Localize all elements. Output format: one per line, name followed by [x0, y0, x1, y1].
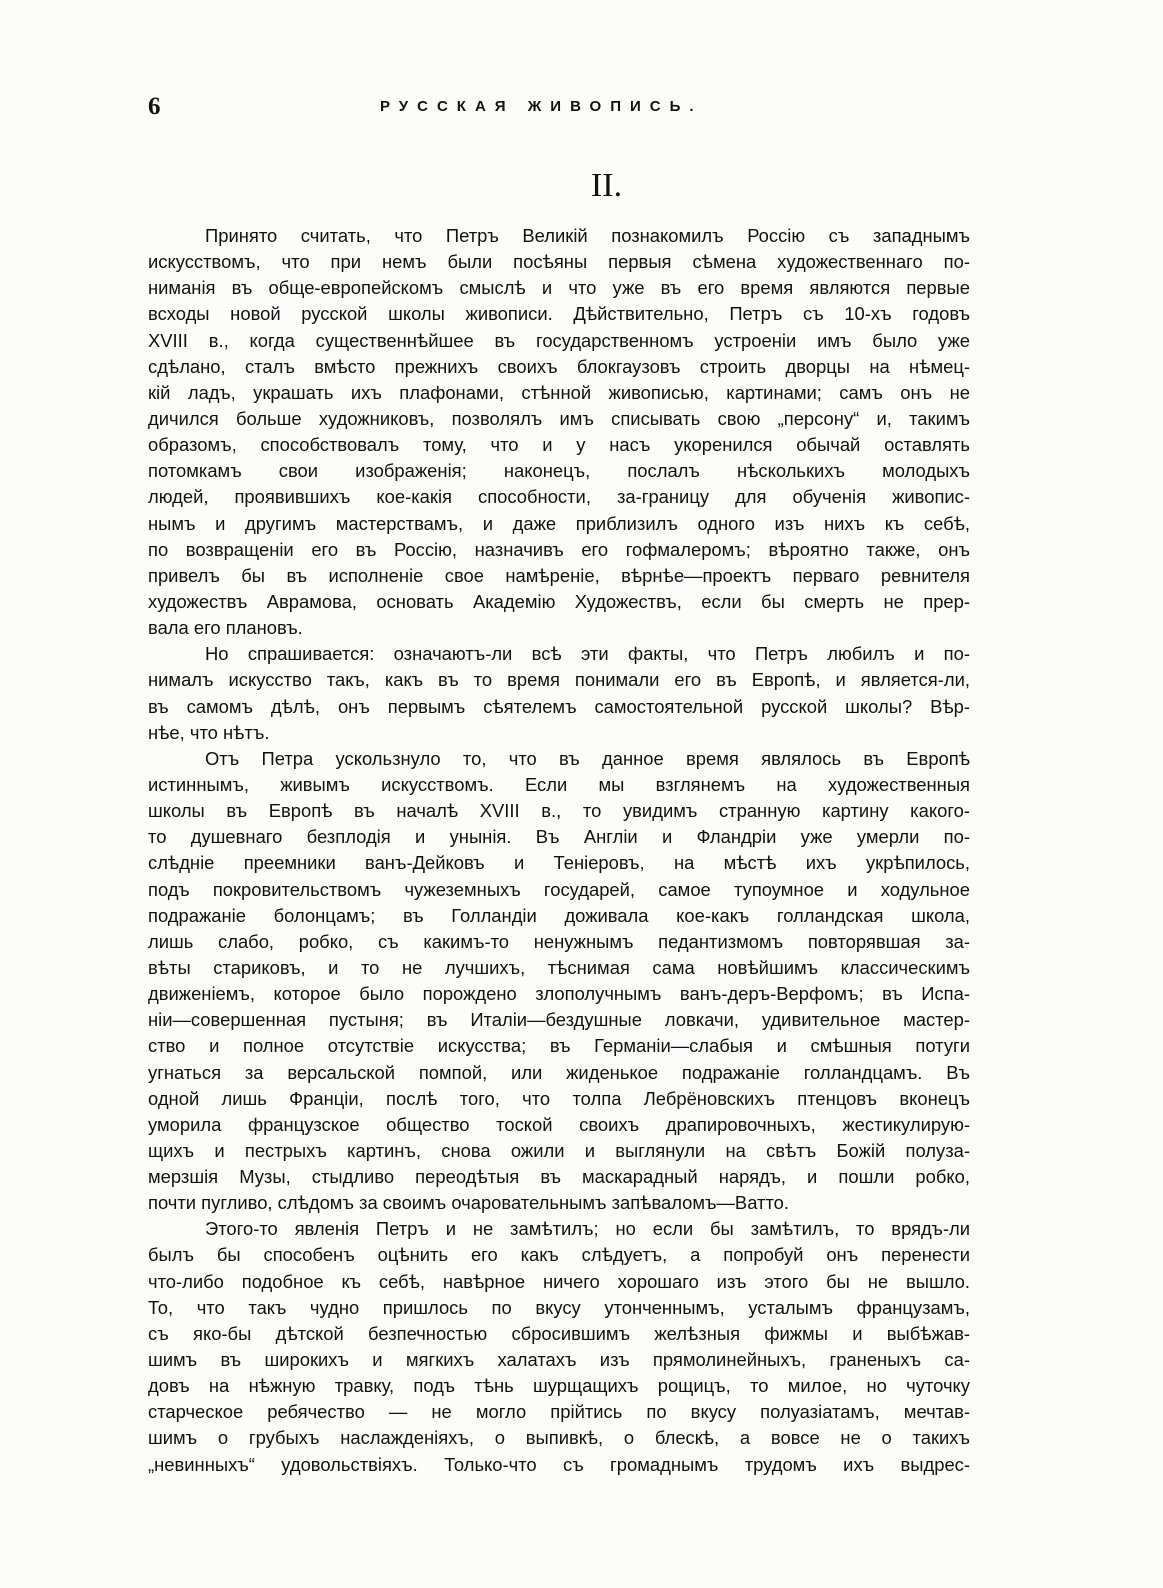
- text-line: потомкамъ свои изображенія; наконецъ, послалъ нѣсколькихъ молодыхъ: [148, 460, 970, 482]
- page-header: [148, 92, 980, 122]
- text-line: „невинныхъ“ удовольствіяхъ. Только-что съ громаднымъ трудомъ ихъ выдрес-: [148, 1453, 970, 1475]
- body-text: [148, 223, 970, 1478]
- text-line: шимъ въ широкихъ и мягкихъ халатахъ изъ прямолинейныхъ, граненыхъ са-: [148, 1349, 970, 1371]
- text-line: былъ бы способенъ оцѣнить его какъ слѣдуетъ, а попробуй онъ перенести: [148, 1244, 970, 1266]
- text-line: школы въ Европѣ въ началѣ XVIII в., то увидимъ странную картину какого-: [148, 800, 970, 822]
- text-line: нымъ и другимъ мастерствамъ, и даже приблизилъ одного изъ нихъ къ себѣ,: [148, 512, 970, 534]
- text-line: Отъ Петра ускользнуло то, что въ данное время являлось въ Европѣ: [205, 747, 970, 769]
- text-line: въ самомъ дѣлѣ, онъ первымъ сѣятелемъ самостоятельной русской школы? Вѣр-: [148, 695, 970, 717]
- text-line: художествъ Аврамова, основать Академію Художествъ, если бы смерть не прер-: [148, 590, 970, 612]
- text-line: Принято считать, что Петръ Великій познакомилъ Россію съ западнымъ: [205, 225, 970, 246]
- running-title: РУССКАЯ ЖИВОПИСЬ.: [380, 98, 703, 115]
- text-line: вала его плановъ.: [148, 617, 303, 639]
- text-line: ство и полное отсутствіе искусства; въ Германіи—слабыя и смѣшныя потуги: [148, 1035, 970, 1057]
- text-line: истиннымъ, живымъ искусствомъ. Если мы взглянемъ на художественныя: [148, 773, 970, 795]
- text-line: то душевнаго безплодія и унынія. Въ Англіи и Фландріи уже умерли по-: [148, 826, 970, 848]
- text-line: людей, проявившихъ кое-какія способности, за-границу для обученія живопис-: [148, 486, 970, 508]
- text-line: угнаться за версальской помпой, или жиденькое подражаніе голландцамъ. Въ: [148, 1061, 970, 1083]
- text-line: почти пугливо, слѣдомъ за своимъ очаровательнымъ запѣваломъ—Ватто.: [148, 1192, 790, 1214]
- text-line: дичился больше художниковъ, позволялъ имъ списывать свою „персону“ и, такимъ: [148, 407, 970, 429]
- text-line: искусствомъ, что при немъ были посѣяны первыя сѣмена художественнаго по-: [148, 251, 970, 273]
- text-line: подъ покровительствомъ чужеземныхъ государей, самое тупоумное и ходульное: [148, 878, 970, 900]
- text-line: привелъ бы въ исполненіе свое намѣреніе, вѣрнѣе—проектъ перваго ревнителя: [148, 564, 970, 586]
- text-line: XVIII в., когда существеннѣйшее въ государственномъ устроеніи имъ было уже: [148, 329, 970, 351]
- text-line: что-либо подобное къ себѣ, навѣрное ничего хорошаго изъ этого бы не вышло.: [148, 1270, 970, 1292]
- text-line: по возвращеніи его въ Россію, назначивъ его гофмалеромъ; вѣроятно также, онъ: [148, 538, 970, 560]
- text-line: Этого-то явленія Петръ и не замѣтилъ; но если бы замѣтилъ, то врядъ-ли: [205, 1218, 970, 1240]
- text-line: вѣты стариковъ, и то не лучшихъ, тѣснимая сама новѣйшимъ классическимъ: [148, 956, 970, 978]
- text-line: Но спрашивается: означаютъ-ли всѣ эти факты, что Петръ любилъ и по-: [205, 643, 970, 665]
- text-line: слѣдніе преемники ванъ-Дейковъ и Теніеровъ, на мѣстѣ ихъ укрѣпилось,: [148, 852, 970, 874]
- text-line: съ яко-бы дѣтской безпечностью сбросившимъ желѣзныя фижмы и выбѣжав-: [148, 1322, 970, 1344]
- text-line: шимъ о грубыхъ наслажденіяхъ, о выпивкѣ, о блескѣ, а вовсе не о такихъ: [148, 1427, 970, 1449]
- text-line: движеніемъ, которое было порождено злополучнымъ ванъ-деръ-Верфомъ; въ Испа-: [148, 983, 970, 1005]
- text-line: подражаніе болонцамъ; въ Голландіи доживала кое-какъ голландская школа,: [148, 904, 970, 926]
- text-line: довъ на нѣжную травку, подъ тѣнь шурщащихъ рощицъ, то милое, но чуточку: [148, 1375, 970, 1397]
- text-line: кій ладъ, украшать ихъ плафонами, стѣнной живописью, картинами; самъ онъ не: [148, 381, 970, 403]
- text-line: уморила французское общество тоской своихъ драпировочныхъ, жестикулирую-: [148, 1113, 970, 1135]
- text-line: нѣе, что нѣтъ.: [148, 721, 270, 743]
- text-line: старческое ребячество — не могло прійтись по вкусу полуазіатамъ, мечтав-: [148, 1401, 970, 1423]
- text-line: сдѣлано, сталъ вмѣсто прежнихъ своихъ блокгаузовъ строить дворцы на нѣмец-: [148, 355, 970, 377]
- text-line: ниманія въ обще-европейскомъ смыслѣ и что уже въ его время являются первые: [148, 277, 970, 299]
- text-line: лишь слабо, робко, съ какимъ-то ненужнымъ педантизмомъ повторявшая за-: [148, 930, 970, 952]
- text-line: мерзшія Музы, стыдливо переодѣтыя въ маскарадный нарядъ, и пошли робко,: [148, 1166, 970, 1188]
- text-line: ніи—совершенная пустыня; въ Италіи—бездушные ловкачи, удивительное мастер-: [148, 1009, 970, 1031]
- text-line: нималъ искусство такъ, какъ въ то время понимали его въ Европѣ, и является-ли,: [148, 669, 970, 691]
- text-line: одной лишь Франціи, послѣ того, что толпа Лебрёновскихъ птенцовъ вконецъ: [148, 1087, 970, 1109]
- page-number: 6: [148, 93, 161, 120]
- chapter-heading: II.: [590, 167, 623, 204]
- text-line: всходы новой русской школы живописи. Дѣйствительно, Петръ съ 10-хъ годовъ: [148, 303, 970, 325]
- text-line: То, что такъ чудно пришлось по вкусу утонченнымъ, усталымъ французамъ,: [148, 1296, 970, 1318]
- text-line: щихъ и пестрыхъ картинъ, снова ожили и выглянули на свѣтъ Божій полуза-: [148, 1139, 970, 1161]
- text-line: образомъ, способствовалъ тому, что и у насъ укоренился обычай оставлять: [148, 434, 970, 456]
